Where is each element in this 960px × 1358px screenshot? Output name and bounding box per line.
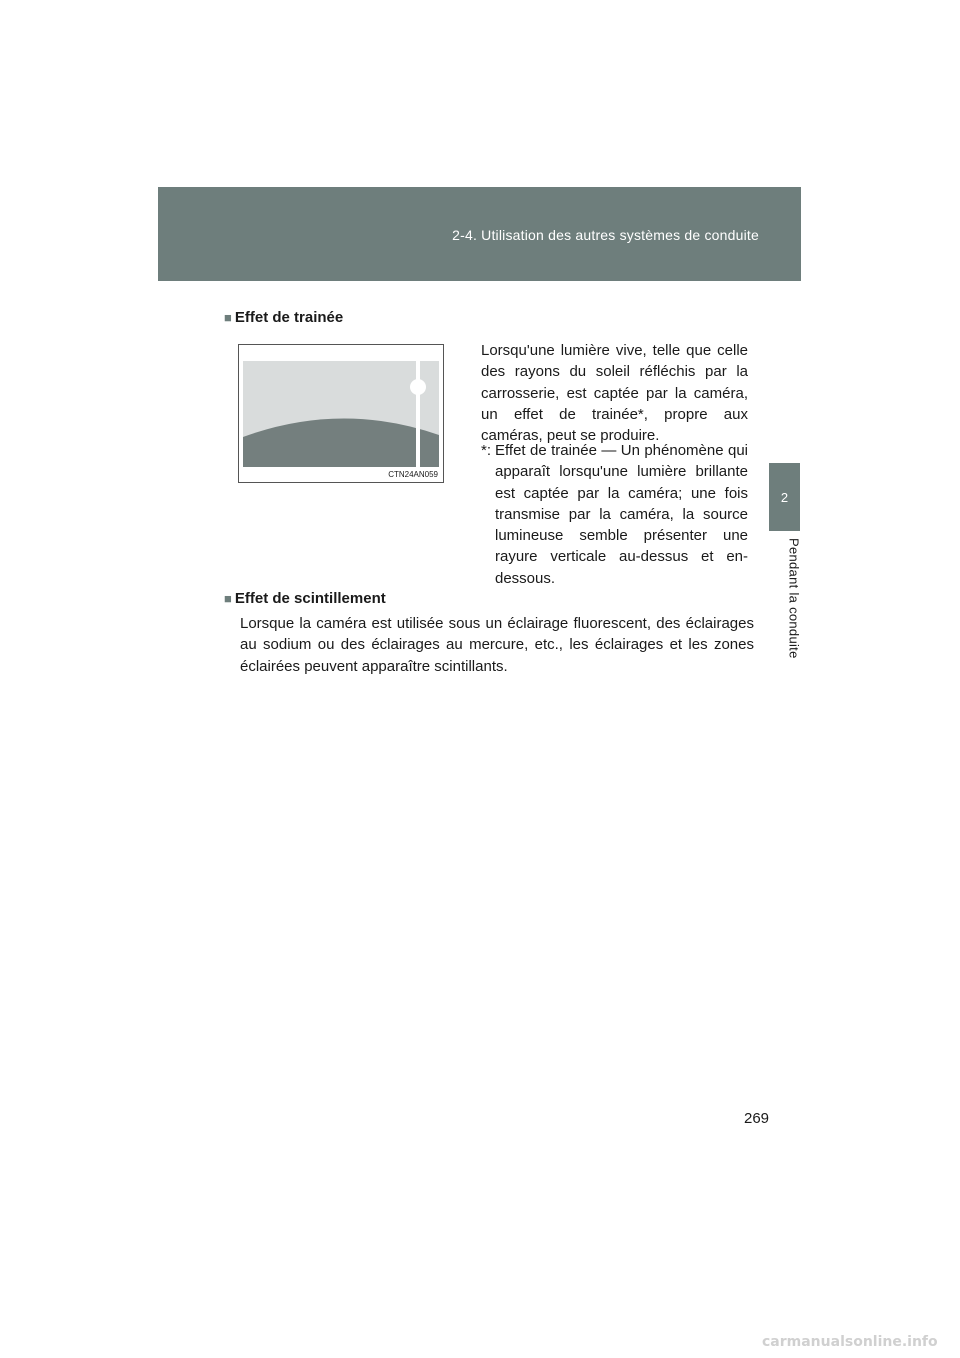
chapter-label-text: Pendant la conduite xyxy=(786,538,802,659)
watermark: carmanualsonline.info xyxy=(762,1334,938,1350)
camera-screen-illustration xyxy=(239,345,443,482)
square-bullet-icon: ■ xyxy=(224,310,232,325)
heading-effet-scintillement xyxy=(224,590,386,607)
flicker-paragraph: Lorsque la caméra est utilisée sous un éclairage fluorescent, des éclairages au sodium ou des éclairages au mercure, etc., les éclairages et les zones éclairées peuvent apparaître scintillants. xyxy=(240,615,754,675)
smear-effect-figure xyxy=(238,344,444,483)
footnote-text: Effet de trainée — Un phénomène qui apparaît lorsqu'une lumière brillante est captée par la caméra; une fois transmise par la caméra, la source lumineuse semble présenter une rayure verticale au-dessus et en-dessous. xyxy=(495,442,748,587)
heading-text: Effet de trainée xyxy=(234,309,344,326)
bright-light-source xyxy=(410,379,426,395)
section-title: 2-4. Utilisation des autres systèmes de conduite xyxy=(452,227,759,243)
chapter-tab-number: 2 xyxy=(780,489,789,505)
heading-effet-trainee xyxy=(224,309,343,326)
chapter-label xyxy=(784,538,804,678)
header-band xyxy=(158,187,801,281)
smear-paragraph: Lorsqu'une lumière vive, telle que celle des rayons du soleil réfléchis par la carrosserie, est captée par la caméra, un effet de trainée*, propre aux caméras, peut se produire. xyxy=(481,342,748,445)
figure-code: CTN24AN059 xyxy=(388,470,438,479)
page-number: 269 xyxy=(744,1110,770,1127)
smear-footnote xyxy=(481,440,748,589)
vertical-smear-stripe xyxy=(416,361,420,467)
heading-text: Effet de scintillement xyxy=(234,590,386,607)
chapter-tab xyxy=(769,463,800,531)
footnote-marker: *: xyxy=(481,442,492,459)
square-bullet-icon: ■ xyxy=(224,591,232,606)
